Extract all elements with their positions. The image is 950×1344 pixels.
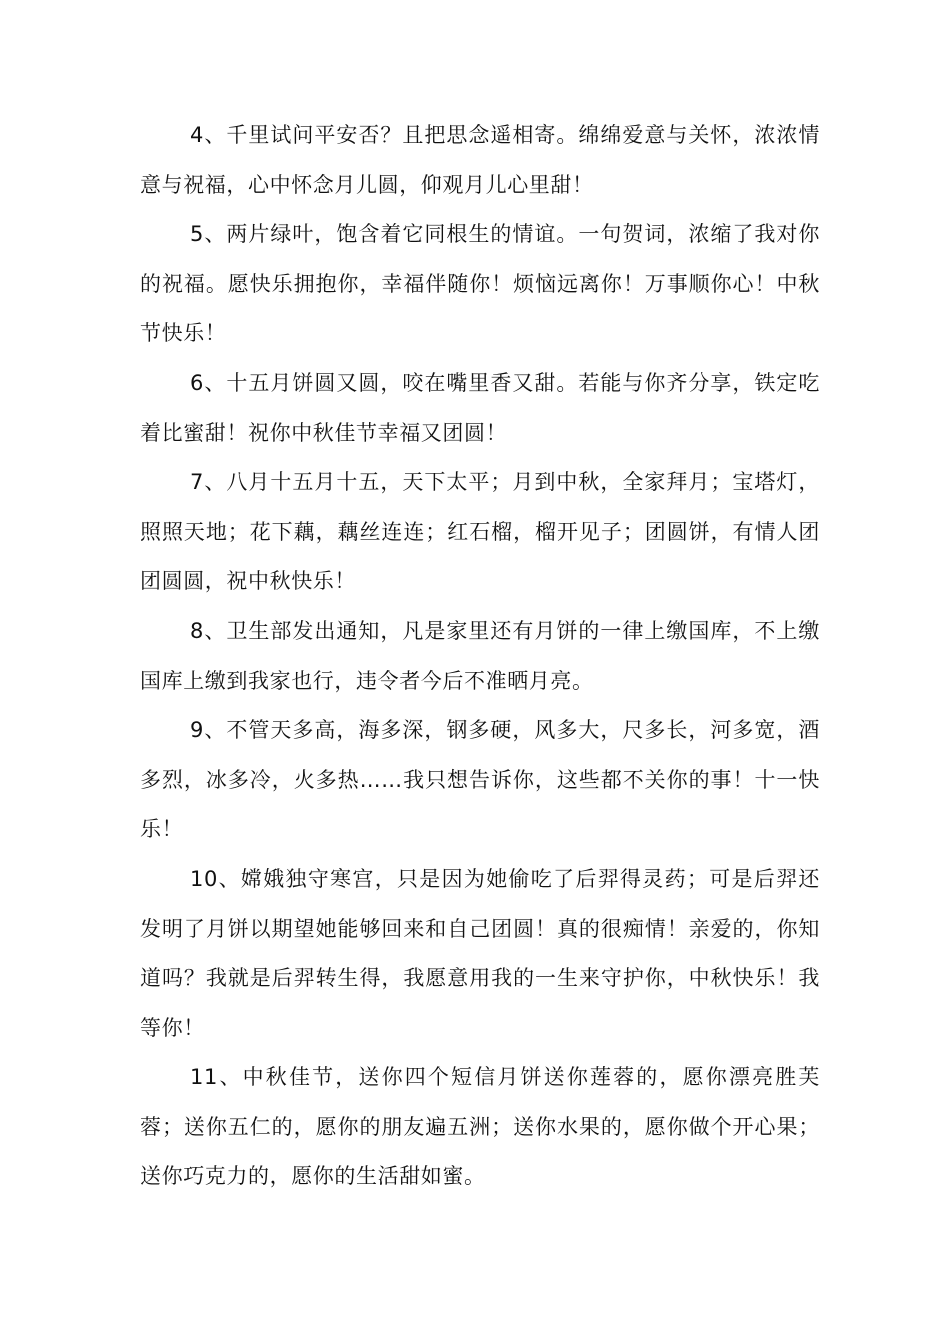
paragraph-9: 9、不管天多高，海多深，钢多硬，风多大，尺多长，河多宽，酒多烈，冰多冷，火多热……我只想告诉你，这些都不关你的事！十一快乐！: [140, 718, 820, 842]
paragraph-8: 8、卫生部发出通知，凡是家里还有月饼的一律上缴国库，不上缴国库上缴到我家也行，违令者今后不准晒月亮。: [140, 618, 820, 693]
document-body: [140, 111, 820, 1202]
paragraph-10: 10、嫦娥独守寒宫，只是因为她偷吃了后羿得灵药；可是后羿还发明了月饼以期望她能够回来和自己团圆！真的很痴情！亲爱的，你知道吗？我就是后羿转生得，我愿意用我的一生来守护你，中秋快乐！我等你！: [140, 866, 820, 1040]
paragraph-6: 6、十五月饼圆又圆，咬在嘴里香又甜。若能与你齐分享，铁定吃着比蜜甜！祝你中秋佳节幸福又团圆！: [140, 370, 820, 445]
paragraph-11: 11、中秋佳节，送你四个短信月饼送你莲蓉的，愿你漂亮胜芙蓉；送你五仁的，愿你的朋友遍五洲；送你水果的，愿你做个开心果；送你巧克力的，愿你的生活甜如蜜。: [140, 1065, 820, 1189]
paragraph-5: 5、两片绿叶，饱含着它同根生的情谊。一句贺词，浓缩了我对你的祝福。愿快乐拥抱你，幸福伴随你！烦恼远离你！万事顺你心！中秋节快乐！: [140, 222, 820, 346]
paragraph-4: 4、千里试问平安否？且把思念遥相寄。绵绵爱意与关怀，浓浓情意与祝福，心中怀念月儿圆，仰观月儿心里甜！: [140, 123, 820, 197]
paragraph-7: 7、八月十五月十五，天下太平；月到中秋，全家拜月；宝塔灯，照照天地；花下藕，藕丝连连；红石榴，榴开见子；团圆饼，有情人团团圆圆，祝中秋快乐！: [140, 470, 820, 594]
